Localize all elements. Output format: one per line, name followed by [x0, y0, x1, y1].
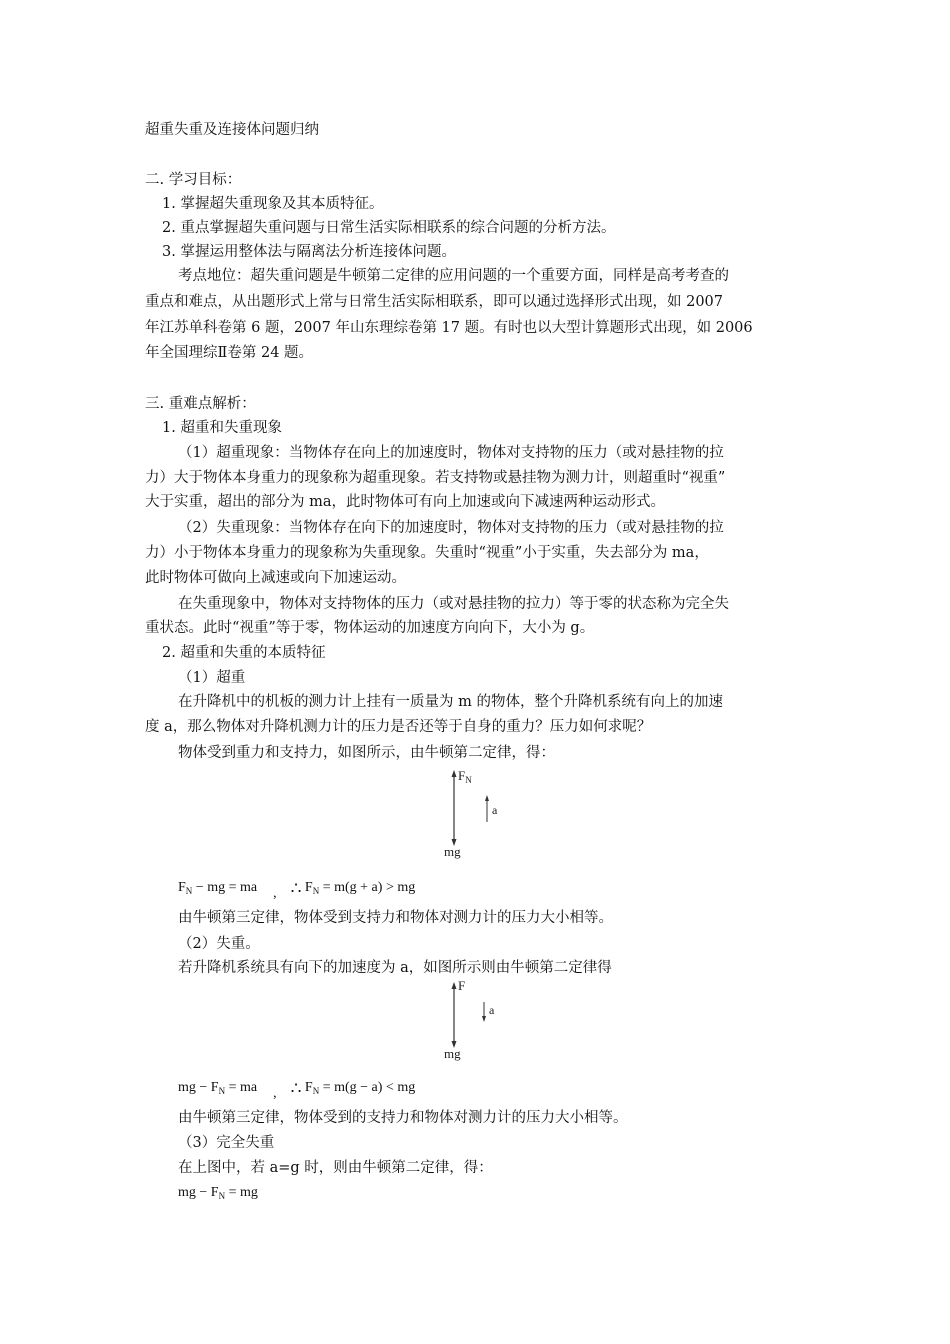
paragraph-line: （2）失重现象：当物体存在向下的加速度时，物体对支持物的压力（或对悬挂物的拉 — [178, 520, 724, 536]
paragraph-line: 在上图中，若 a=g 时，则由牛顿第二定律，得： — [178, 1160, 493, 1176]
acceleration-label: a — [489, 1003, 495, 1017]
force-diagram-overweight — [436, 764, 526, 860]
goal-item: 1. 掌握超失重现象及其本质特征。 — [162, 196, 384, 212]
paragraph-line: 度 a，那么物体对升降机测力计的压力是否还等于自身的重力？压力如何求呢？ — [145, 719, 652, 735]
acceleration-arrowhead-up — [485, 795, 489, 801]
sub-subsection-heading: （2）失重。 — [178, 936, 260, 952]
paragraph-line: 若升降机系统具有向下的加速度为 a，如图所示则由牛顿第二定律得 — [178, 960, 612, 976]
force-diagram-weightloss — [436, 976, 526, 1064]
subsection-heading: 1. 超重和失重现象 — [162, 420, 282, 436]
therefore-symbol: ∴ — [290, 1079, 302, 1098]
paragraph-line: 力）小于物体本身重力的现象称为失重现象。失重时“视重”小于实重，失去部分为 ma， — [145, 545, 709, 561]
sub-subsection-heading: （3）完全失重 — [178, 1135, 275, 1151]
paragraph-line: 大于实重，超出的部分为 ma，此时物体可有向上加速或向下减速两种运动形式。 — [145, 494, 666, 510]
weight-label: mg — [444, 844, 461, 859]
subsection-heading: 2. 超重和失重的本质特征 — [162, 645, 326, 661]
paragraph-line: 物体受到重力和支持力，如图所示，由牛顿第二定律，得： — [178, 745, 555, 761]
paragraph-line: 重状态。此时“视重”等于零，物体运动的加速度方向向下，大小为 g。 — [145, 620, 595, 636]
exam-line: 年全国理综Ⅱ卷第 24 题。 — [145, 345, 314, 361]
goal-item: 3. 掌握运用整体法与隔离法分析连接体问题。 — [162, 244, 456, 260]
weight-label: mg — [444, 1046, 461, 1061]
force-label: F — [458, 978, 466, 993]
up-arrowhead — [452, 982, 457, 989]
equation-overweight: $F_N$ − mg = ma , ∴ $F_N = m(g + a)$ > mg — [178, 879, 416, 901]
paragraph-line: 此时物体可做向上减速或向下加速运动。 — [145, 570, 406, 586]
equation-complete-weightlessness: mg − $F_N$ = mg — [178, 1185, 258, 1201]
paragraph-line: 由牛顿第三定律，物体受到支持力和物体对测力计的压力大小相等。 — [178, 910, 613, 926]
normal-force-label: $F_N$ — [458, 768, 472, 785]
acceleration-label: a — [492, 803, 498, 817]
goal-item: 2. 重点掌握超失重问题与日常生活实际相联系的综合问题的分析方法。 — [162, 220, 616, 236]
exam-line: 重点和难点，从出题形式上常与日常生活实际相联系，即可以通过选择形式出现，如 2007 — [145, 294, 724, 310]
comma: , — [273, 886, 277, 901]
paragraph-line: （1）超重现象：当物体存在向上的加速度时，物体对支持物的压力（或对悬挂物的拉 — [178, 445, 724, 461]
equation-weightloss: mg − $F_N$ = ma , ∴ $F_N = m(g - a)$ < mg — [178, 1079, 416, 1101]
doc-title: 超重失重及连接体问题归纳 — [145, 122, 319, 138]
paragraph-line: 力）大于物体本身重力的现象称为超重现象。若支持物或悬挂物为测力计，则超重时“视重” — [145, 470, 726, 486]
exam-line: 考点地位：超失重问题是牛顿第二定律的应用问题的一个重要方面，同样是高考考查的 — [178, 268, 729, 284]
paragraph-line: 在升降机中的机板的测力计上挂有一质量为 m 的物体，整个升降机系统有向上的加速 — [178, 694, 723, 710]
exam-line: 年江苏单科卷第 6 题，2007 年山东理综卷第 17 题。有时也以大型计算题形式出现，如 2006 — [145, 320, 753, 336]
up-arrowhead — [452, 770, 457, 777]
section-heading-analysis: 三. 重难点解析： — [145, 396, 256, 412]
sub-subsection-heading: （1）超重 — [178, 670, 246, 686]
comma: , — [273, 1086, 277, 1101]
section-heading-goals: 二. 学习目标： — [145, 172, 242, 188]
acceleration-arrowhead-down — [482, 1016, 486, 1022]
paragraph-line: 在失重现象中，物体对支持物体的压力（或对悬挂物的拉力）等于零的状态称为完全失 — [178, 596, 729, 612]
paragraph-line: 由牛顿第三定律，物体受到的支持力和物体对测力计的压力大小相等。 — [178, 1110, 628, 1126]
therefore-symbol: ∴ — [290, 879, 302, 898]
